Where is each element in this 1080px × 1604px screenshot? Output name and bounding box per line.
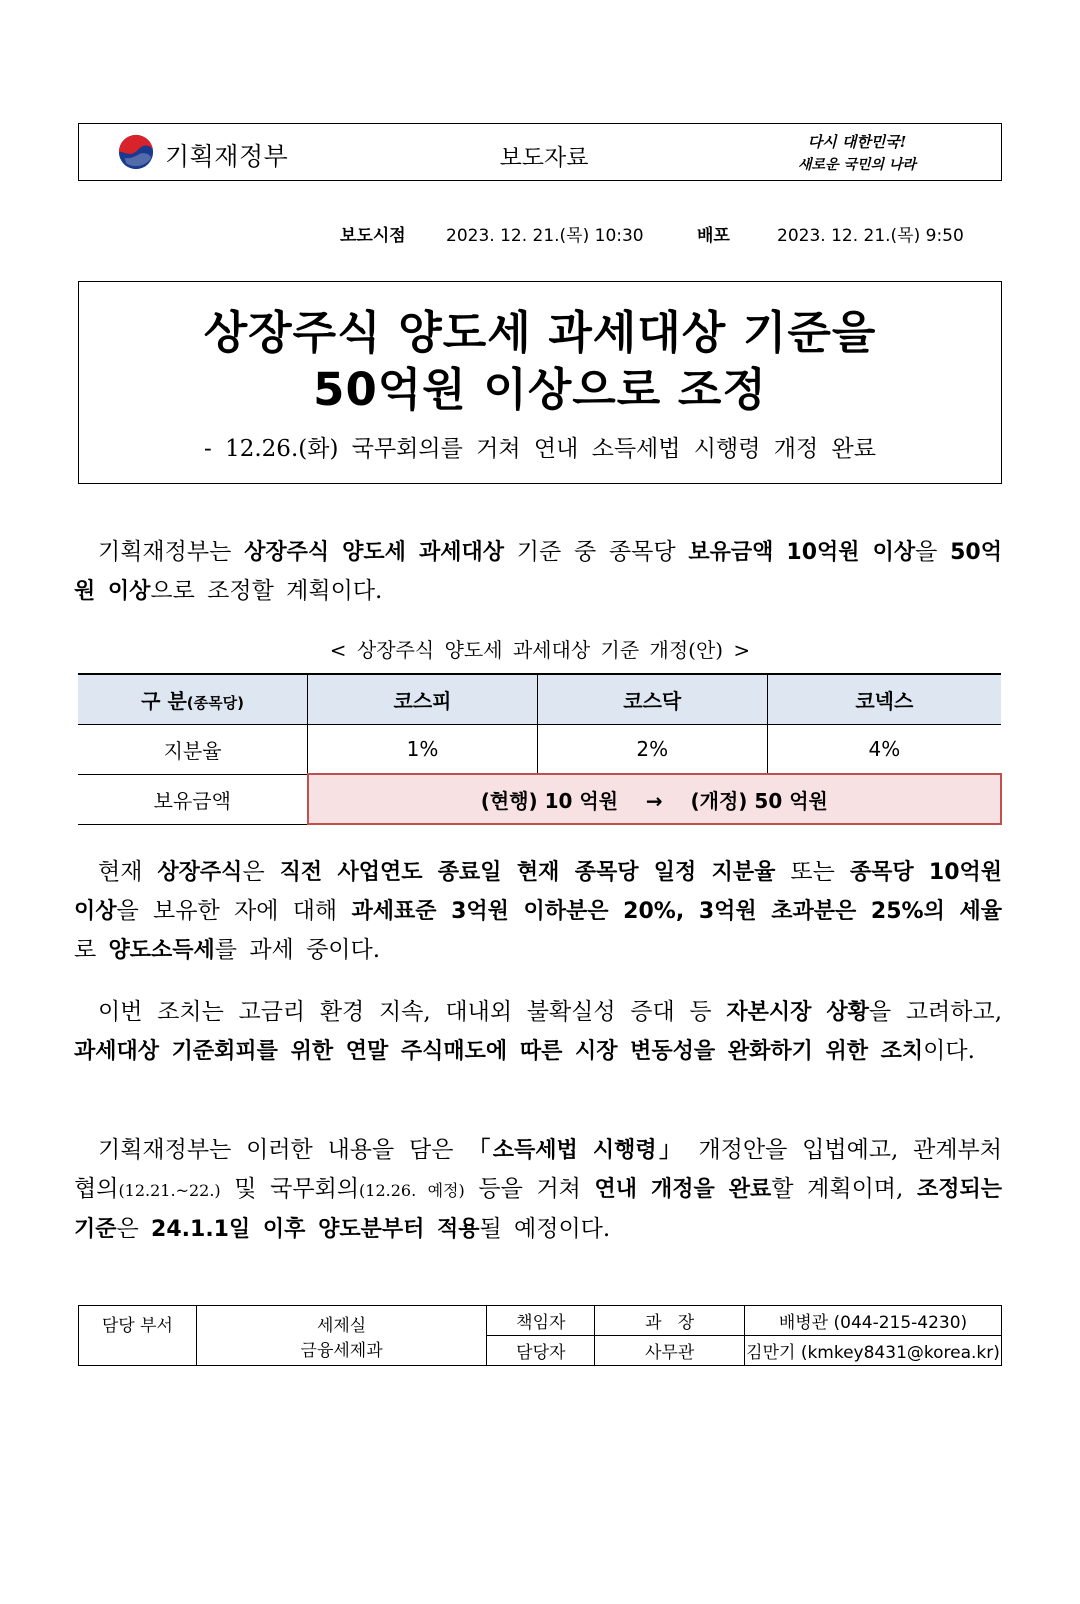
headline-box	[78, 281, 1002, 484]
table-caption: < 상장주식 양도세 과세대상 기준 개정(안) >	[329, 638, 751, 662]
distribution-label: 배포	[697, 226, 730, 246]
paragraph-intro: 기획재정부는 상장주식 양도세 과세대상 기준 중 종목당 보유금액 10억원 이상을 50억원 이상으로 조정할 계획이다.	[74, 539, 1002, 604]
headline-line1: 상장주식 양도세 과세대상 기준을	[203, 306, 877, 359]
table-header-kospi: 코스피	[308, 674, 538, 724]
slogan-line2: 새로운 국민의 나라	[798, 157, 916, 173]
ministry-name: 기획재정부	[165, 142, 289, 171]
distribution-value: 2023. 12. 21.(목) 9:50	[777, 226, 964, 246]
embargo-label: 보도시점	[340, 226, 406, 246]
table-header-row	[78, 674, 1001, 724]
headline-line2: 50억원 이상으로 조정	[313, 363, 767, 416]
table-header-category: 구 분(종목당)	[78, 674, 308, 724]
government-emblem-icon	[117, 133, 155, 171]
criteria-table	[78, 673, 1002, 825]
dept-name: 세제실 금융세제과	[196, 1306, 487, 1366]
slogan-calligraphy	[769, 127, 949, 177]
paragraph-rationale: 이번 조치는 고금리 환경 지속, 대내외 불확실성 증대 등 자본시장 상황을 고려하고, 과세대상 기준회피를 위한 연말 주식매도에 따른 시장 변동성을 완화하기 위한 조치이다.	[74, 999, 1002, 1064]
slogan-line1: 다시 대한민국!	[807, 133, 907, 151]
table-header-konex: 코넥스	[767, 674, 1001, 724]
paragraph-current-rule: 현재 상장주식은 직전 사업연도 종료일 현재 종목당 일정 지분율 또는 종목당 10억원 이상을 보유한 자에 대해 과세표준 3억원 이하분은 20%, 3억원 초과분은 25%의 세율로 양도소득세를 과세 중이다.	[74, 859, 1003, 963]
contact-table	[78, 1305, 1002, 1366]
dept-label: 담당 부서	[79, 1306, 197, 1366]
row-label-holding-amount: 보유금액	[78, 774, 308, 824]
paragraph-schedule: 기획재정부는 이러한 내용을 담은 「소득세법 시행령」 개정안을 입법예고, 관계부처 협의(12.21.~22.) 및 국무회의(12.26. 예정) 등을 거쳐 연내 개정을 완료할 계획이며, 조정되는 기준은 24.1.1일 이후 양도분부터 적용될 예정이다.	[74, 1137, 1002, 1242]
title-staff: 사무관	[595, 1336, 745, 1366]
holding-amount-change: (현행) 10 억원 → (개정) 50 억원	[308, 774, 1001, 824]
person-head: 배병관 (044-215-4230)	[745, 1306, 1002, 1336]
row-label-share-ratio: 지분율	[78, 724, 308, 774]
share-ratio-kospi: 1%	[308, 724, 538, 774]
press-release-header	[78, 123, 1002, 181]
table-row	[78, 724, 1001, 774]
subheading: - 12.26.(화) 국무회의를 거쳐 연내 소득세법 시행령 개정 완료	[204, 436, 876, 462]
person-staff: 김만기 (kmkey8431@korea.kr)	[745, 1336, 1002, 1366]
table-row	[78, 774, 1001, 824]
share-ratio-kosdaq: 2%	[537, 724, 767, 774]
contact-row	[79, 1306, 1002, 1336]
embargo-value: 2023. 12. 21.(목) 10:30	[446, 226, 644, 246]
table-header-kosdaq: 코스닥	[537, 674, 767, 724]
role-head: 책임자	[487, 1306, 595, 1336]
release-type-label: 보도자료	[499, 145, 589, 171]
share-ratio-konex: 4%	[767, 724, 1001, 774]
role-staff: 담당자	[487, 1336, 595, 1366]
title-head: 과 장	[595, 1306, 745, 1336]
